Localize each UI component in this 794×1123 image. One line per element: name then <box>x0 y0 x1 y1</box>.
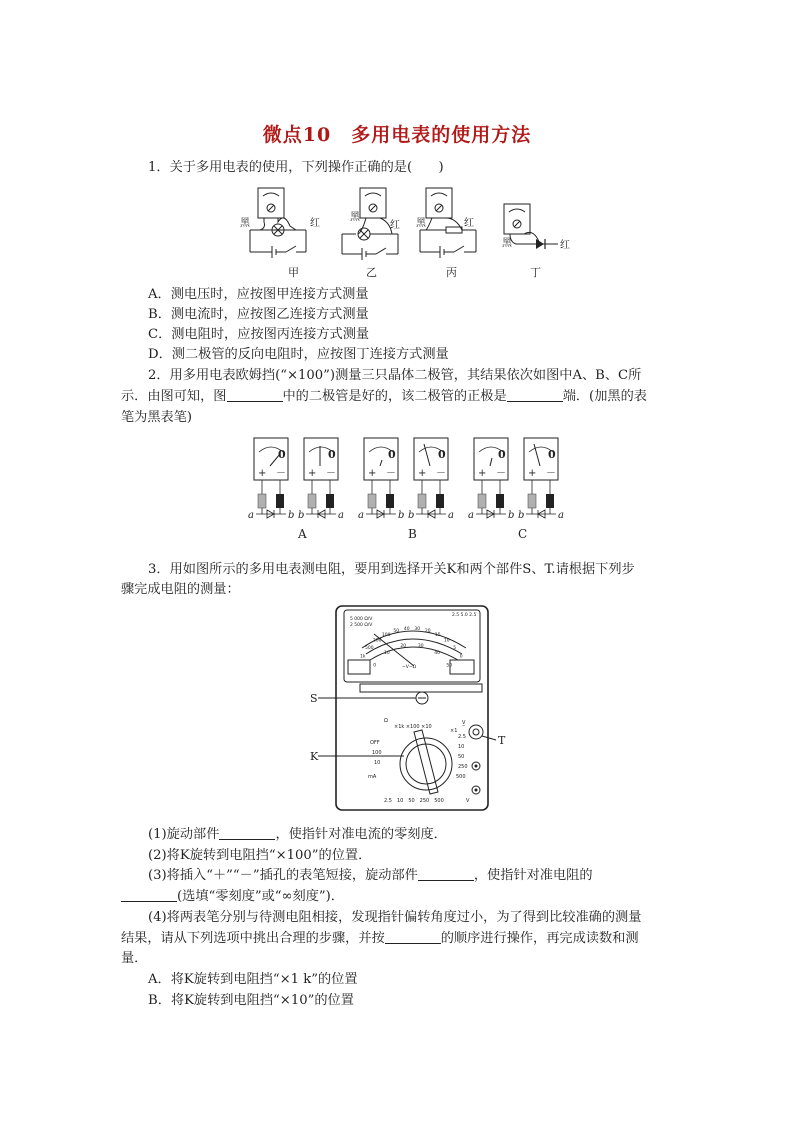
q1-option-a: A．测电压时，应按图甲连接方式测量 <box>148 287 369 302</box>
q1-stem: 1．关于多用电表的使用，下列操作正确的是( ) <box>148 160 444 175</box>
meter-minus-label: － <box>496 468 506 479</box>
scale-tick-label: 100 <box>381 633 391 638</box>
meter-plus-label: + <box>418 468 427 479</box>
label-s: S <box>310 692 318 705</box>
scale-tick-label: 1k <box>360 654 366 660</box>
q3-step3-b: ，使指针对准电阻的 <box>473 868 593 883</box>
dial-ma-label: mA <box>368 774 377 780</box>
black-probe <box>276 494 284 508</box>
scale-label-tl1: 5 000 Ω/V <box>350 617 373 622</box>
scale-tick-label: 20 <box>400 643 407 649</box>
meter-plus-label: + <box>478 468 487 479</box>
scale-tick-label: 10 <box>384 650 390 656</box>
dial-right-label: 10 <box>458 744 465 750</box>
dial-left-label: 100 <box>372 750 382 756</box>
q1-option-d: D．测二极管的反向电阻时，应按图丁连接方式测量 <box>148 347 449 362</box>
meter-minus-label: － <box>546 468 556 479</box>
terminal-label: a <box>248 510 254 521</box>
dial-right-label: 250 <box>458 764 468 770</box>
terminal-label: b <box>288 510 295 521</box>
meter-plus-label: + <box>528 468 537 479</box>
diode-meter-panel <box>358 438 404 521</box>
meter-zero-label: 0 <box>278 448 286 461</box>
q3-line1: 3．用如图所示的多用电表测电阻，要用到选择开关K和两个部件S、T.请根据下列步 <box>148 562 635 577</box>
meter-plus-label: + <box>308 468 317 479</box>
figure-label: 丙 <box>446 266 457 279</box>
answer-blank[interactable] <box>418 866 474 881</box>
diode-meter-panel <box>298 438 344 521</box>
terminal-label: b <box>518 510 525 521</box>
scale-tick-label: 200 <box>372 638 382 644</box>
q1-option-b: B．测电流时，应按图乙连接方式测量 <box>148 307 369 322</box>
scale-tick-label: 50 <box>446 663 453 669</box>
q3-step1-a: (1)旋动部件 <box>148 827 220 842</box>
meter-minus-label: － <box>386 468 396 479</box>
black-probe <box>386 494 394 508</box>
dial-vdc-label: V̲ <box>462 720 466 726</box>
q3-step4-cont <box>121 929 639 949</box>
terminal-label: a <box>558 510 564 521</box>
red-probe <box>528 494 536 508</box>
meter-zero-label: 0 <box>498 448 506 461</box>
q3-step4-end: 量． <box>121 951 148 966</box>
label-k: K <box>310 750 319 763</box>
probe-black-label: 黑 <box>416 218 426 229</box>
red-probe <box>368 494 376 508</box>
meter-plus-label: + <box>368 468 377 479</box>
dial-right-label: 500 <box>456 774 466 780</box>
meter-minus-label: － <box>276 468 286 479</box>
dial-left-label: OFF <box>370 740 380 746</box>
probe-black-label: 黑 <box>502 238 512 249</box>
probe-red-label: 红 <box>310 218 320 229</box>
red-probe <box>478 494 486 508</box>
dial-right-label: 50 <box>458 754 465 760</box>
terminal-label: a <box>338 510 344 521</box>
black-probe <box>546 494 554 508</box>
dial-v-label: V <box>466 798 470 804</box>
terminal-label: a <box>358 510 364 521</box>
dial-left-label: 10 <box>374 760 381 766</box>
dial-right-label: 2.5 <box>458 734 466 740</box>
scale-tick-label: 15 <box>434 633 441 638</box>
q3-step4-c: 的顺序进行操作，再完成读数和测 <box>440 931 639 946</box>
terminal-label: b <box>298 510 305 521</box>
red-probe <box>308 494 316 508</box>
q3-step4: (4)将两表笔分别与待测电阻相接，发现指针偏转角度过小，为了得到比较准确的测量 <box>148 910 642 925</box>
meter-zero-label: 0 <box>438 448 446 461</box>
q1-circuit-figure <box>240 182 590 282</box>
q2-line3: 笔为黑表笔) <box>121 410 193 425</box>
figure-label: 甲 <box>288 266 299 279</box>
answer-blank[interactable] <box>227 387 283 402</box>
scale-tick-label: 40 <box>403 627 410 633</box>
black-probe <box>496 494 504 508</box>
probe-red-label: 红 <box>464 218 474 229</box>
q3-step3-cont <box>121 887 344 907</box>
q3-step3-c: (选填“零刻度”或“∞刻度”)． <box>177 889 344 904</box>
diode-meter-panel <box>248 438 294 521</box>
scale-mid-label: ∽V−Ω <box>402 665 417 670</box>
scale-label-tl2: 2 500 Ω/V <box>350 623 373 628</box>
scale-tick-label: 30 <box>417 643 424 649</box>
group-label-c: C <box>518 527 528 541</box>
scale-tick-label: 0 <box>373 663 377 669</box>
q2-line2-a: 示．由图可知，图 <box>121 389 227 404</box>
scale-tick-label: 50 <box>393 629 400 635</box>
page-title: 微点10 多用电表的使用方法 <box>262 124 532 146</box>
q3-multimeter-figure <box>310 604 520 814</box>
terminal-label: a <box>468 510 474 521</box>
black-probe <box>436 494 444 508</box>
black-probe <box>326 494 334 508</box>
dial-top-label: ×1k ×100 ×10 <box>394 724 432 730</box>
terminal-label: b <box>408 510 415 521</box>
answer-blank[interactable] <box>219 825 275 840</box>
dial-bottom-label: 2.5 10 50 250 500 <box>384 798 444 804</box>
meter-minus-label: － <box>436 468 446 479</box>
label-t: T <box>498 734 506 747</box>
answer-blank[interactable] <box>507 387 563 402</box>
meter-minus-label: － <box>326 468 336 479</box>
red-probe <box>418 494 426 508</box>
scale-tick-label: 40 <box>434 650 440 656</box>
q2-line2-c: 端．(加黑的表 <box>562 389 647 404</box>
q2-line2 <box>121 387 647 407</box>
q3-line2: 骤完成电阻的测量： <box>121 582 240 597</box>
q3-step1 <box>148 825 447 845</box>
scale-tick-label: 10 <box>443 638 450 644</box>
meter-zero-label: 0 <box>328 448 336 461</box>
diode-meter-panel <box>468 438 514 521</box>
q3-step3-a: (3)将插入“＋”“－”插孔的表笔短接，旋动部件 <box>148 868 418 883</box>
probe-red-label: 红 <box>560 240 570 251</box>
group-label-b: B <box>408 527 417 541</box>
dial-x1-label: ×1 <box>450 728 458 734</box>
figure-label: 丁 <box>530 266 541 279</box>
scale-label-tr: 2.5 5.0 2.5 <box>452 613 477 618</box>
terminal-label: a <box>448 510 454 521</box>
meter-zero-label: 0 <box>548 448 556 461</box>
q3-step3 <box>148 866 593 886</box>
q3-option-b: B．将K旋转到电阻挡“×10”的位置 <box>148 993 354 1008</box>
terminal-label: b <box>508 510 515 521</box>
terminal-label: b <box>398 510 405 521</box>
group-label-a: A <box>298 527 307 541</box>
q3-step1-b: ，使指针对准电流的零刻度． <box>275 827 447 842</box>
probe-black-label: 黑 <box>350 212 360 223</box>
scale-tick-label: 5 <box>453 645 457 651</box>
scale-tick-label: 0 <box>459 654 463 660</box>
q2-line1: 2．用多用电表欧姆挡(“×100”)测量三只晶体二极管，其结果依次如图中A、B、C所 <box>148 368 642 383</box>
q3-step4-b: 结果，请从下列选项中挑出合理的步骤，并按 <box>121 931 385 946</box>
q1-option-c: C．测电阻时，应按图丙连接方式测量 <box>148 327 370 342</box>
diode-meter-panel <box>408 438 454 521</box>
red-probe <box>258 494 266 508</box>
meter-zero-label: 0 <box>388 448 396 461</box>
answer-blank[interactable] <box>121 887 177 902</box>
meter-plus-label: + <box>258 468 267 479</box>
q3-option-a: A．将K旋转到电阻挡“×1 k”的位置 <box>148 972 358 987</box>
scale-tick-label: 30 <box>414 627 421 633</box>
probe-black-label: 黑 <box>240 218 250 229</box>
q2-line2-b: 中的二极管是好的，该二极管的正极是 <box>282 389 507 404</box>
answer-blank[interactable] <box>385 929 441 944</box>
diode-meter-panel <box>518 438 564 521</box>
q3-step2: (2)将K旋转到电阻挡“×100”的位置． <box>148 848 372 863</box>
q2-diode-figure <box>244 436 574 546</box>
scale-tick-label: 20 <box>424 629 431 635</box>
scale-tick-label: 500 <box>365 645 374 651</box>
dial-omega-label: Ω <box>384 718 388 724</box>
probe-red-label: 红 <box>390 220 400 231</box>
figure-label: 乙 <box>366 266 377 279</box>
